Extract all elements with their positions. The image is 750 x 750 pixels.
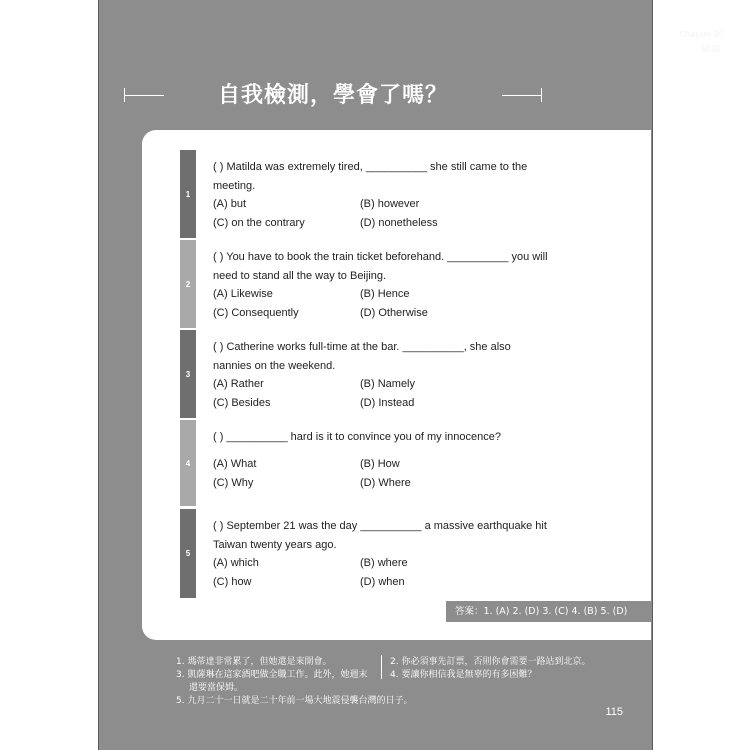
question-line: Taiwan twenty years ago.	[213, 539, 337, 551]
question-1	[180, 150, 590, 238]
chapter-subtitle: 副詞	[701, 45, 720, 55]
question-line: ( ) __________ hard is it to convince you of my innocence?	[213, 431, 502, 443]
section-title-row	[124, 78, 542, 112]
translation-4: 4. 要讓你相信我是無辜的有多困難？	[390, 670, 537, 680]
translation-3: 3. 凱薩琳在這家酒吧做全職工作。此外，她週末	[176, 670, 368, 680]
question-number-tab: 2	[180, 240, 196, 328]
option-b[interactable]: (B) How	[360, 458, 400, 470]
question-text	[213, 158, 571, 196]
question-line: ( ) Catherine works full-time at the bar. __________, she also	[213, 341, 511, 353]
question-2	[180, 240, 590, 328]
option-c[interactable]: (C) how	[213, 576, 252, 588]
chapter-label: Chapter 05	[679, 30, 724, 39]
option-c[interactable]: (C) on the contrary	[213, 217, 305, 229]
question-3	[180, 330, 590, 418]
option-d[interactable]: (D) Where	[360, 477, 411, 489]
question-text	[213, 517, 571, 555]
question-5	[180, 509, 590, 598]
question-line: ( ) You have to book the train ticket beforehand. __________ you will	[213, 251, 548, 263]
question-line: nannies on the weekend.	[213, 360, 336, 372]
option-a[interactable]: (A) Likewise	[213, 288, 273, 300]
option-d[interactable]: (D) Instead	[360, 397, 415, 409]
answer-key: 答案：1. (A) 2. (D) 3. (C) 4. (B) 5. (D)	[446, 601, 651, 622]
option-d[interactable]: (D) nonetheless	[360, 217, 438, 229]
question-number-tab: 1	[180, 150, 196, 238]
question-number-tab: 4	[180, 420, 196, 506]
question-text	[213, 338, 571, 376]
option-a[interactable]: (A) which	[213, 557, 259, 569]
option-a[interactable]: (A) but	[213, 198, 247, 210]
option-d[interactable]: (D) Otherwise	[360, 307, 428, 319]
option-a[interactable]: (A) Rather	[213, 378, 264, 390]
option-b[interactable]: (B) Namely	[360, 378, 416, 390]
question-text	[213, 428, 571, 447]
option-b[interactable]: (B) however	[360, 198, 420, 210]
option-a[interactable]: (A) What	[213, 458, 257, 470]
option-c[interactable]: (C) Consequently	[213, 307, 299, 319]
question-number-tab: 3	[180, 330, 196, 418]
page-number: 115	[605, 706, 623, 718]
translation-divider	[381, 655, 382, 679]
section-title: 自我檢測，學會了嗎？	[217, 83, 448, 108]
question-text	[213, 248, 571, 286]
option-b[interactable]: (B) where	[360, 557, 408, 569]
translation-5: 5. 九月二十一日就是二十年前一場大地震侵襲台灣的日子。	[176, 696, 413, 706]
option-d[interactable]: (D) when	[360, 576, 405, 588]
option-b[interactable]: (B) Hence	[360, 288, 410, 300]
question-number-tab: 5	[180, 509, 196, 598]
question-line: need to stand all the way to Beijing.	[213, 270, 387, 282]
question-line: meeting.	[213, 180, 256, 192]
question-line: ( ) Matilda was extremely tired, __________ she still came to the	[213, 161, 528, 173]
question-line: ( ) September 21 was the day __________ a massive earthquake hit	[213, 520, 547, 532]
translation-3-continued: 還要當保姆。	[189, 683, 244, 693]
translation-1: 1. 瑪蒂達非常累了，但她還是來開會。	[176, 657, 332, 667]
question-4	[180, 420, 590, 506]
translation-2: 2. 你必須事先訂票，否則你會需要一路站到北京。	[390, 657, 591, 667]
option-c[interactable]: (C) Why	[213, 477, 254, 489]
option-c[interactable]: (C) Besides	[213, 397, 271, 409]
